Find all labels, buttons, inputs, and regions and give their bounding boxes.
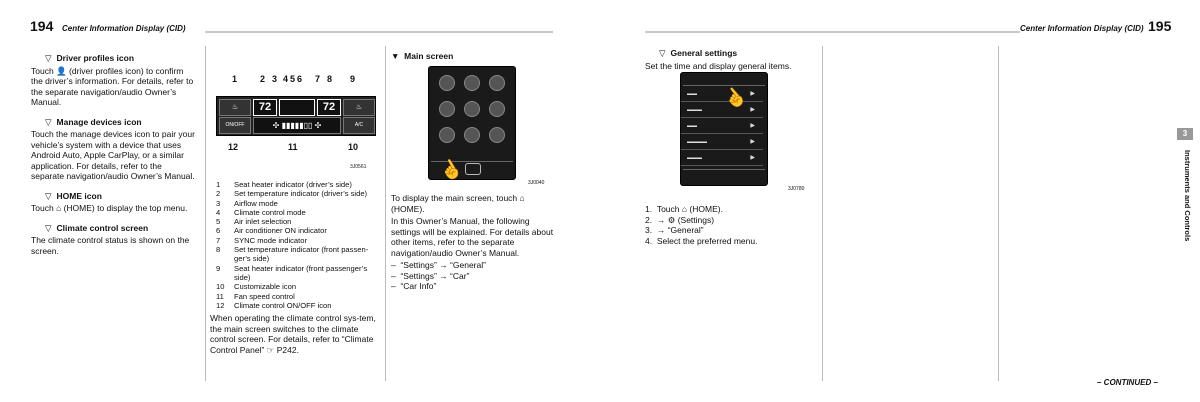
home-icon-text: Touch ⌂ (HOME) to display the top menu. [31, 203, 188, 213]
main-screen-text [391, 193, 556, 292]
main-screen-p1: To display the main screen, touch ⌂ (HOME). [391, 193, 525, 214]
legend-item: 4 Climate control mode [216, 207, 306, 217]
temp-driver-display: 72 [253, 99, 277, 116]
climate-onoff-button[interactable]: ON/OFF [219, 117, 251, 134]
climate-screen-text: The climate control status is shown on the screen. [31, 235, 190, 256]
step-item: 4. Select the preferred menu. [645, 235, 758, 246]
climate-panel [216, 96, 376, 136]
home-icon: ⌂ [56, 203, 62, 213]
app-tile[interactable] [464, 101, 480, 117]
seat-heater-driver-button[interactable]: ♨ [219, 99, 251, 116]
legend-item: 6 Air conditioner ON indicator [216, 226, 327, 236]
callout-3: 3 [272, 74, 278, 84]
legend-item: 2 Set temperature indicator (driver’s side) [216, 189, 368, 199]
step-item: 2. → ⚙ (Settings) [645, 214, 715, 225]
driver-profiles-text: Touch 👤 (driver profiles icon) to confirm the driver’s information. For details, refer to the separate navigation/audio Owner’s Manual. [31, 65, 194, 107]
customizable-button[interactable]: A/C [343, 117, 375, 134]
app-tile[interactable] [489, 101, 505, 117]
callout-6: 6 [297, 74, 303, 84]
reference-arrow-icon: ☞ [266, 344, 275, 355]
manage-devices-heading: ▽ Manage devices icon [45, 116, 142, 127]
triangle-icon: ▼ [391, 51, 400, 61]
callout-4: 4 [283, 74, 289, 84]
climate-screen-heading: ▽ Climate control screen [45, 222, 149, 233]
general-settings-section [645, 48, 815, 73]
legend-item: 7 SYNC mode indicator [216, 235, 308, 245]
divider-4 [998, 46, 999, 381]
bullet-item: – “Car Info” [391, 281, 437, 291]
driver-profile-icon: 👤 [56, 65, 67, 76]
seat-heater-passenger-button[interactable]: ♨ [343, 99, 375, 116]
divider-3 [822, 46, 823, 381]
callout-11: 11 [288, 142, 298, 152]
general-settings-intro: Set the time and display general items. [645, 60, 792, 71]
step-item: 3. → “General” [645, 225, 704, 235]
divider-2 [385, 46, 386, 381]
temp-passenger-display: 72 [317, 99, 341, 116]
callout-1: 1 [232, 74, 238, 84]
app-tile[interactable] [489, 127, 505, 143]
manage-devices-text: Touch the manage devices icon to pair your vehicle’s system with a device that uses Android Auto, Apple CarPlay, or a similar application. For details, refer to the separate navigation/audio Owner’s Manual. [31, 129, 195, 181]
right-page-number: 195 [1148, 18, 1172, 34]
driver-profiles-heading: ▽ Driver profiles icon [45, 53, 135, 63]
home-button[interactable] [465, 163, 481, 175]
right-page-title: Center Information Display (CID) [1020, 24, 1144, 33]
app-tile[interactable] [464, 75, 480, 91]
app-tile[interactable] [489, 75, 505, 91]
menu-row[interactable]: ▬▬▬▬ ▶ [681, 135, 763, 150]
legend-item: 9 Seat heater indicator (front passenger’s side) [216, 263, 368, 282]
legend-item: 1 Seat heater indicator (driver’s side) [216, 180, 352, 189]
continued-label: – CONTINUED – [1097, 378, 1158, 387]
chapter-label: Instruments and Controls [1183, 150, 1192, 242]
fan-speed-control[interactable]: ✣ ▮▮▮▮▮▯▯ ✣ [253, 117, 341, 134]
app-tile[interactable] [464, 127, 480, 143]
bullet-item: – “Settings” → “Car” [391, 270, 470, 281]
legend-item: 10 Customizable icon [216, 282, 297, 292]
legend-item: 8 Set temperature indicator (front passen-ger’s side) [216, 245, 369, 264]
home-icon: ⌂ [519, 193, 525, 203]
airflow-mode-display [279, 99, 315, 116]
general-settings-heading: ▽ General settings [659, 48, 738, 58]
finger-icon: ☝ [719, 83, 750, 113]
finger-icon: ☝ [436, 155, 466, 185]
app-tile[interactable] [439, 127, 455, 143]
callout-10: 10 [348, 142, 359, 152]
column-1 [31, 44, 197, 258]
legend-item: 11 Fan speed control [216, 291, 295, 301]
main-screen-figure-id: 3J0040 [528, 180, 545, 186]
menu-row[interactable]: ▬▬ ▶ [681, 119, 763, 134]
gear-icon: ⚙ [667, 214, 676, 225]
screen-bottom-bar [683, 169, 765, 184]
settings-tab-bar [683, 75, 765, 86]
main-screen-heading: ▼ Main screen [391, 51, 454, 61]
right-header-rule [645, 31, 1020, 33]
left-header-rule [205, 31, 553, 33]
callout-5: 5 [290, 74, 296, 84]
left-page-number: 194 [30, 18, 54, 34]
app-tile[interactable] [439, 75, 455, 91]
chapter-tab: 3 [1177, 128, 1193, 140]
home-icon-heading: ▽ HOME icon [45, 190, 102, 201]
climate-closing-text: When operating the climate control sys-tem, the main screen switches to the climate control screen. For details, refer to “Climate Control Panel” ☞ P242. [210, 313, 376, 355]
step-item: 1. Touch ⌂ (HOME). [645, 204, 723, 214]
callout-7: 7 [315, 74, 321, 84]
callout-9: 9 [350, 74, 356, 84]
bullet-item: – “Settings” → “General” [391, 260, 486, 270]
legend-item: 12 Climate control ON/OFF icon [216, 300, 332, 310]
callout-2: 2 [260, 74, 266, 84]
legend-item: 5 Air inlet selection [216, 217, 292, 227]
menu-row[interactable]: ▬▬ ▶ [681, 87, 763, 102]
general-settings-steps [645, 204, 815, 246]
main-screen-p2: In this Owner’s Manual, the following settings will be explained. For details about other items, refer to the separate navigation/audio Owner’s Manual. [391, 216, 554, 258]
climate-figure-id: 3J0561 [350, 164, 367, 170]
callout-12: 12 [228, 142, 239, 152]
settings-figure-id: 3J0780 [788, 186, 805, 192]
callout-8: 8 [327, 74, 333, 84]
left-page-title: Center Information Display (CID) [62, 24, 186, 33]
home-icon: ⌂ [681, 204, 688, 214]
settings-screen-figure [680, 72, 768, 186]
menu-row[interactable]: ▬▬▬ ▶ [681, 151, 763, 166]
climate-legend [216, 180, 380, 310]
legend-item: 3 Airflow mode [216, 198, 278, 208]
climate-figure [210, 70, 380, 175]
app-tile[interactable] [439, 101, 455, 117]
menu-row[interactable]: ▬▬▬ ▶ [681, 103, 763, 118]
divider-1 [205, 46, 206, 381]
